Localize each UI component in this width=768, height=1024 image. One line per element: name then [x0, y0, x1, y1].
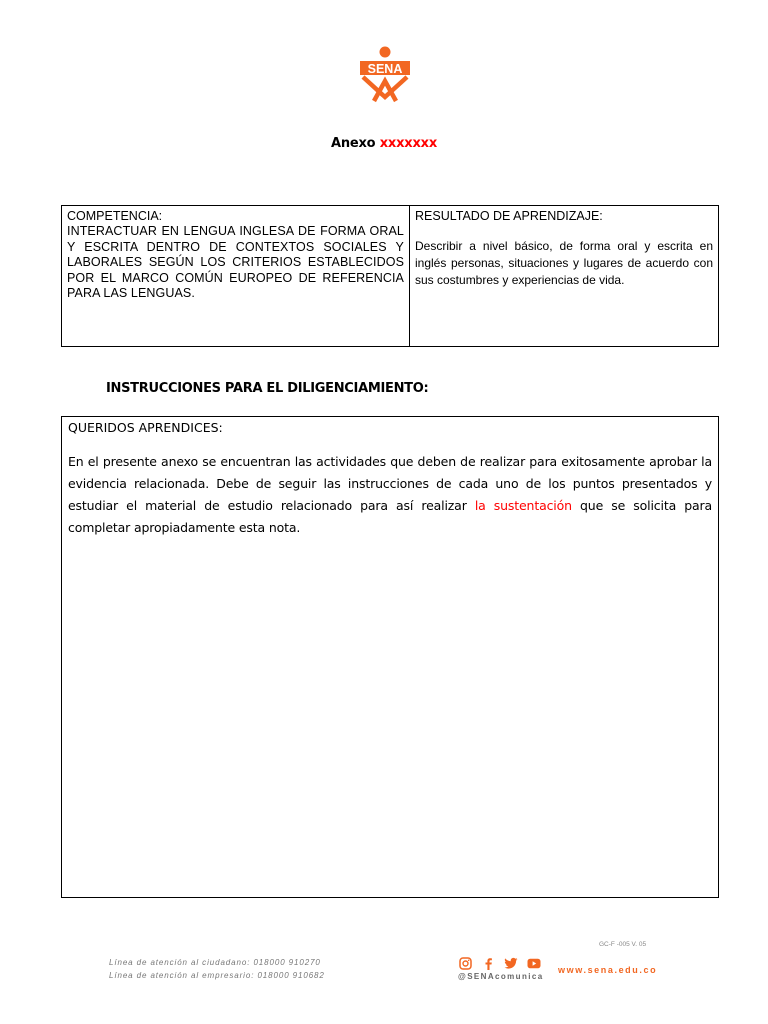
footer-contact-lines — [109, 956, 325, 982]
learning-result-cell — [410, 206, 718, 346]
instructions-text-before: En el presente anexo se encuentran las actividades que deben de realizar para exitosamente aprobar la evidencia relacionada. Debe de seguir las instrucciones de cada uno de los puntos presentados y estudiar el material de estudio relacionado para así realizar — [68, 454, 712, 513]
learning-result-text: Describir a nivel básico, de forma oral y escrita en inglés personas, situaciones y lugares de acuerdo con sus costumbres y experiencias de vida. — [415, 239, 713, 287]
website-link[interactable]: www.sena.edu.co — [558, 965, 658, 975]
learning-result-heading: RESULTADO DE APRENDIZAJE: — [415, 209, 603, 223]
annex-code: xxxxxxx — [379, 136, 438, 151]
competency-table — [61, 205, 719, 347]
annex-title — [0, 136, 768, 151]
youtube-icon[interactable] — [527, 956, 541, 970]
document-code: GC-F -005 V. 05 — [599, 941, 647, 948]
sena-logo — [357, 45, 413, 103]
instructions-highlight: la sustentación — [474, 498, 572, 513]
citizen-line: Línea de atención al ciudadano: 018000 910270 — [109, 958, 321, 967]
logo-text: SENA — [367, 62, 403, 76]
instagram-icon[interactable] — [458, 956, 472, 970]
instructions-text-after: que se solicita para completar apropiadamente esta nota. — [68, 498, 712, 535]
twitter-icon[interactable] — [504, 956, 518, 970]
social-icons — [458, 956, 541, 970]
facebook-icon[interactable] — [481, 956, 495, 970]
instructions-body — [68, 451, 712, 539]
business-line: Línea de atención al empresario: 018000 910682 — [109, 971, 325, 980]
instructions-title: INSTRUCCIONES PARA EL DILIGENCIAMIENTO: — [106, 381, 429, 396]
social-handle: @SENAcomunica — [458, 972, 544, 981]
competency-heading: COMPETENCIA: — [67, 209, 163, 223]
competency-text: INTERACTUAR EN LENGUA INGLESA DE FORMA ORAL Y ESCRITA DENTRO DE CONTEXTOS SOCIALES Y LABORALES SEGÚN LOS CRITERIOS ESTABLECIDOS POR EL MARCO COMÚN EUROPEO DE REFERENCIA PARA LAS LENGUAS. — [67, 224, 404, 301]
instructions-greeting: QUERIDOS APRENDICES: — [68, 420, 223, 435]
annex-label: Anexo — [330, 136, 376, 151]
instructions-box — [61, 416, 719, 898]
competency-cell — [62, 206, 410, 346]
